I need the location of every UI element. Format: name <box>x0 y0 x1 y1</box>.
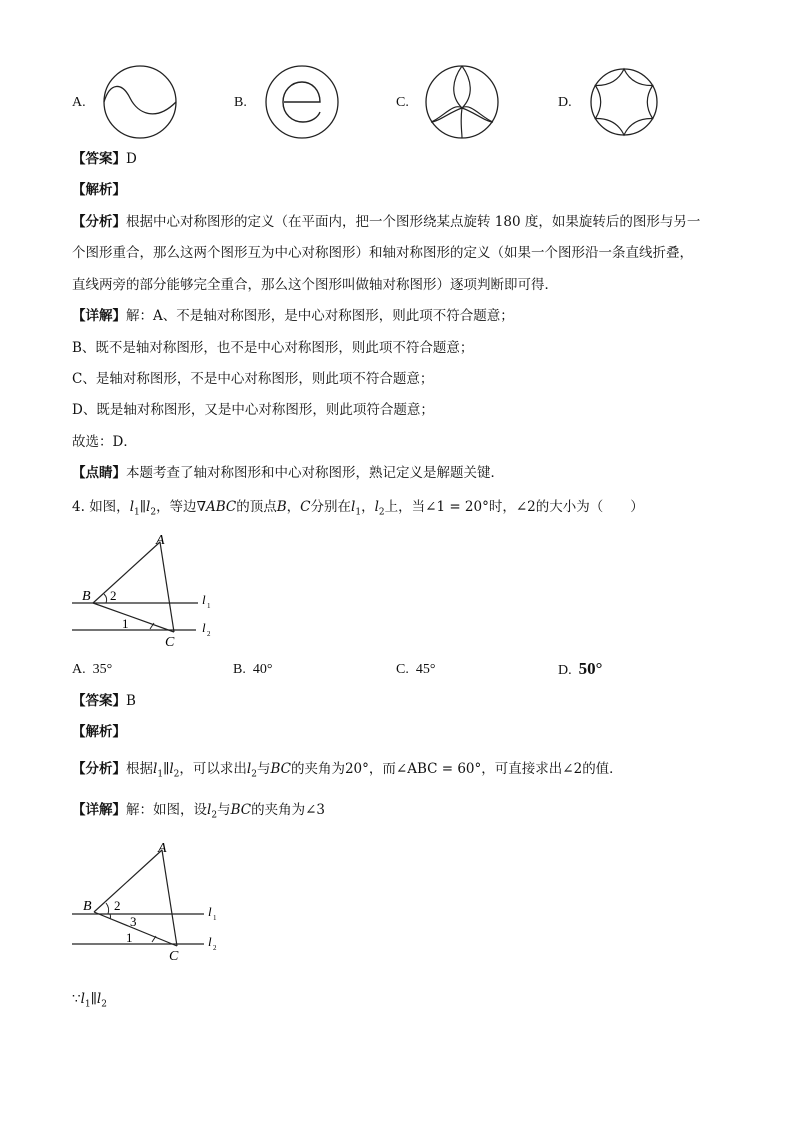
q4-option-c <box>396 661 435 679</box>
comma: ， <box>361 499 375 515</box>
because-line <box>72 990 107 1014</box>
dianjing-tag: 【点睛】 <box>72 465 126 481</box>
fig2-label-a: A <box>158 841 167 856</box>
line-l1-sub: 1 <box>157 769 164 780</box>
triangle-symbol: ∇ <box>196 499 206 515</box>
fenxi-text-1: 根据中心对称图形的定义（在平面内，把一个图形绕某点旋转 180 度，如果旋转后的图形与另一 <box>126 214 701 230</box>
stem-part: ，等边 <box>156 499 197 515</box>
analysis-header: 【解析】 <box>72 182 126 198</box>
line-l2: l <box>374 499 379 515</box>
angle2: ∠2 <box>562 761 583 777</box>
stem-part: 如图， <box>89 499 130 515</box>
abc-expr: ∠ABC = 60° <box>395 761 482 777</box>
because-symbol: ∵ <box>72 991 81 1007</box>
fig2-label-l2: l <box>208 934 212 949</box>
q3-answer <box>72 150 137 168</box>
line-l2: l <box>246 761 252 777</box>
line-l2: l <box>96 991 102 1007</box>
fenxi-part: 根据 <box>126 761 153 777</box>
fig-label-l1: l <box>202 592 206 607</box>
xiangjie-tag: 【详解】 <box>72 308 126 324</box>
stem-part: 的大小为（ ） <box>535 499 644 515</box>
vertex-b: B <box>276 499 287 515</box>
fenxi-line-3: 直线两旁的部分能够完全重合，那么这个图形叫做轴对称图形）逐项判断即可得． <box>72 277 558 293</box>
segment-bc: BC <box>270 761 291 777</box>
option-c-figure <box>422 62 502 142</box>
fig2-label-l2-sub: 2 <box>213 944 217 952</box>
line-l2: l <box>146 499 151 515</box>
angle1-expr: ∠1 = 20° <box>425 499 489 515</box>
option-a-label: A. <box>72 95 86 110</box>
fig2-angle-1: 1 <box>126 930 133 945</box>
line-l1-sub: 1 <box>355 507 362 518</box>
fig2-label-l1-sub: 1 <box>213 914 217 922</box>
line-l1-sub: 1 <box>84 999 91 1010</box>
conclusion-line: 故选：D． <box>72 434 137 450</box>
xiangjie-tag: 【详解】 <box>72 802 126 818</box>
detail-line-b: B、既不是轴对称图形，也不是中心对称图形，则此项不符合题意； <box>72 340 474 356</box>
answer-value: D <box>126 151 137 167</box>
fig-label-l2: l <box>202 620 206 635</box>
dianjing-line <box>72 464 504 482</box>
line-l2: l <box>169 761 174 777</box>
line-l2-sub: 2 <box>150 507 157 518</box>
fig2-label-c: C <box>169 949 179 964</box>
fig2-angle-3: 3 <box>130 914 137 929</box>
xiangjie-part: 与 <box>217 802 231 818</box>
fig-label-a: A <box>156 533 165 548</box>
q4-figure <box>66 530 226 650</box>
option-b-label: B. <box>234 95 247 110</box>
fenxi-line-2: 个图形重合，那么这两个图形互为中心对称图形）和轴对称图形的定义（如果一个图形沿一条直线折叠， <box>72 245 693 261</box>
line-l1: l <box>129 499 135 515</box>
xiangjie-part: 的夹角为 <box>251 802 306 818</box>
stem-part: 的顶点 <box>236 499 277 515</box>
detail-line-c: C、是轴对称图形，不是中心对称图形，则此项不符合题意； <box>72 371 434 387</box>
q4-analysis-header: 【解析】 <box>72 724 126 740</box>
option-letter: B. <box>233 662 246 677</box>
fenxi-part: 与 <box>256 761 271 777</box>
line-l2-sub: 2 <box>101 999 107 1010</box>
option-value: 40° <box>252 662 273 677</box>
triangle-name: ABC <box>206 499 237 515</box>
fenxi-line-1 <box>72 213 700 231</box>
detail-line-d: D、既是轴对称图形，又是中心对称图形，则此项符合题意； <box>72 402 434 418</box>
stem-part: 分别在 <box>310 499 352 515</box>
parallel-symbol: ∥ <box>163 761 170 777</box>
parallel-symbol: ∥ <box>90 991 97 1007</box>
line-l1: l <box>80 991 85 1007</box>
answer-tag: 【答案】 <box>72 151 126 167</box>
q4-option-d <box>558 660 602 680</box>
line-l2-sub: 2 <box>378 507 385 518</box>
answer-tag: 【答案】 <box>72 693 126 709</box>
fenxi-part: 的夹角为 <box>290 761 345 777</box>
angle3: ∠3 <box>305 802 325 818</box>
line-l2-sub: 2 <box>251 769 257 780</box>
fig-label-l1-sub: 1 <box>207 602 211 610</box>
q4-option-a <box>72 661 112 679</box>
option-letter: C. <box>396 662 409 677</box>
line-l2: l <box>207 802 212 818</box>
question-number: 4. <box>72 499 85 515</box>
fenxi-tag: 【分析】 <box>72 214 126 230</box>
fig-angle-2: 2 <box>110 588 117 603</box>
vertex-c: C <box>300 499 311 515</box>
option-value: 50° <box>578 659 603 678</box>
answer-value: B <box>126 693 136 709</box>
fenxi-part: 的值． <box>582 761 623 777</box>
line-l1-sub: 1 <box>134 507 140 518</box>
option-letter: D. <box>558 663 572 678</box>
dianjing-text: 本题考查了轴对称图形和中心对称图形，熟记定义是解题关键． <box>126 465 504 481</box>
fig-label-l2-sub: 2 <box>207 630 211 638</box>
parallel-symbol: ∥ <box>139 499 146 515</box>
fenxi-part: ，可直接求出 <box>481 761 563 777</box>
xiangjie-line-1 <box>72 307 514 325</box>
option-value: 35° <box>92 662 113 677</box>
fenxi-part: ，可以求出 <box>179 761 247 777</box>
q4-xiangjie-line <box>72 801 325 825</box>
option-d-figure <box>586 64 662 140</box>
value-20: 20° <box>344 761 369 777</box>
fig-angle-1: 1 <box>122 616 129 631</box>
line-l1: l <box>351 499 356 515</box>
fig2-label-b: B <box>83 899 92 914</box>
line-l2-sub: 2 <box>173 769 180 780</box>
q4-answer <box>72 692 136 710</box>
option-letter: A. <box>72 662 86 677</box>
stem-part: 时， <box>488 499 516 515</box>
option-b-figure <box>262 62 342 142</box>
q4-stem <box>72 498 644 522</box>
stem-part: 上，当 <box>384 499 426 515</box>
xiangjie-part: 解：如图，设 <box>126 802 207 818</box>
fenxi-part: ，而 <box>368 761 396 777</box>
line-l2-sub: 2 <box>211 810 218 821</box>
line-l1: l <box>153 761 158 777</box>
option-c-label: C. <box>396 95 409 110</box>
option-a-figure <box>100 62 180 142</box>
xiangjie-text-1: 解：A、不是轴对称图形，是中心对称图形，则此项不符合题意； <box>126 308 514 324</box>
fig2-angle-2: 2 <box>114 898 121 913</box>
fig-label-b: B <box>82 589 91 604</box>
option-d-label: D. <box>558 95 572 110</box>
q4-option-b <box>233 661 272 679</box>
segment-bc: BC <box>230 802 252 818</box>
q4-solution-figure <box>66 836 236 970</box>
comma: ， <box>286 499 301 515</box>
angle2-expr: ∠2 <box>515 499 536 515</box>
fig2-label-l1: l <box>208 904 212 919</box>
fenxi-tag: 【分析】 <box>72 761 126 777</box>
q4-fenxi-line <box>72 760 623 784</box>
option-value: 45° <box>415 662 436 677</box>
fig-label-c: C <box>165 635 175 650</box>
